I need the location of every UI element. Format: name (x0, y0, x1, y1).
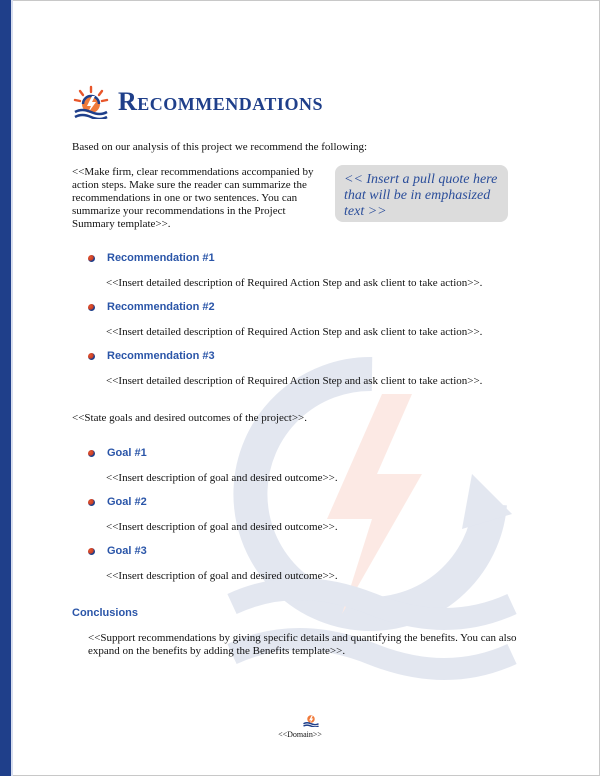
round-bullet-icon (88, 548, 95, 555)
goal-heading: Goal #3 (107, 545, 147, 557)
recommendation-item (88, 301, 215, 313)
goal-item (88, 545, 147, 557)
recommendation-item (88, 350, 215, 362)
left-margin-bar (0, 0, 11, 776)
goal-item (88, 496, 147, 508)
recommendation-description: <<Insert detailed description of Required Action Step and ask client to take action>>. (106, 326, 483, 338)
recommendation-item (88, 252, 215, 264)
recommendation-heading: Recommendation #2 (107, 301, 215, 313)
round-bullet-icon (88, 499, 95, 506)
goal-heading: Goal #1 (107, 447, 147, 459)
goal-item (88, 447, 147, 459)
round-bullet-icon (88, 255, 95, 262)
conclusions-heading: Conclusions (72, 607, 139, 619)
title-row (72, 82, 323, 122)
footer-domain: <<Domain>> (278, 730, 322, 739)
round-bullet-icon (88, 450, 95, 457)
conclusions-text: <<Support recommendations by giving specific details and quantifying the benefits. You can also expand on the benefits by adding the Benefits template>>. (88, 632, 517, 657)
sun-wave-lightning-logo-icon (72, 85, 110, 119)
goal-description: <<Insert description of goal and desired outcome>>. (106, 472, 338, 484)
page-title: Recommendations (118, 87, 323, 116)
recommendations-paragraph: <<Make firm, clear recommendations accompanied by action steps. Make sure the reader can summarize the recommendations in one or two sentences. You can summarize your recommendations in the Project Summary template>>. (72, 166, 314, 230)
round-bullet-icon (88, 353, 95, 360)
goal-heading: Goal #2 (107, 496, 147, 508)
recommendation-description: <<Insert detailed description of Required Action Step and ask client to take action>>. (106, 277, 483, 289)
intro-text: Based on our analysis of this project we recommend the following: (72, 141, 368, 153)
goal-description: <<Insert description of goal and desired outcome>>. (106, 521, 338, 533)
recommendation-heading: Recommendation #1 (107, 252, 215, 264)
round-bullet-icon (88, 304, 95, 311)
footer-logo-icon (302, 711, 320, 727)
goal-description: <<Insert description of goal and desired outcome>>. (106, 570, 338, 582)
recommendation-heading: Recommendation #3 (107, 350, 215, 362)
goals-intro-text: <<State goals and desired outcomes of the project>>. (72, 412, 307, 424)
pull-quote: << Insert a pull quote here that will be in emphasized text >> (335, 165, 508, 222)
left-margin-bar-highlight (11, 0, 13, 776)
recommendation-description: <<Insert detailed description of Required Action Step and ask client to take action>>. (106, 375, 483, 387)
